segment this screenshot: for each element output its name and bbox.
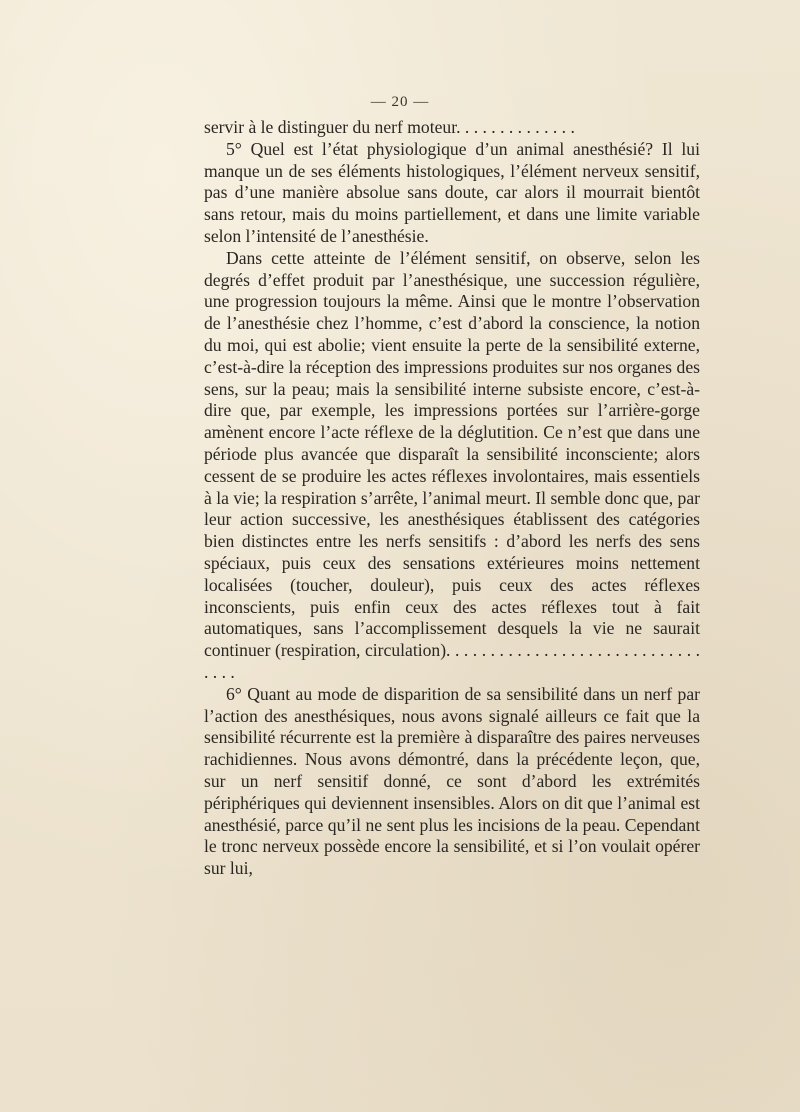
paragraph-sensitive-element: Dans cette atteinte de l’élément sensitif, on observe, selon les degrés d’effet produit par l’anesthésique, une succession régulière, une progression toujours la même. Ainsi que le montre l’observation de l’anesthésie chez l’homme, c’est d’abord la conscience, la notion du moi, qui est abolie; vient ensuite la perte de la sensibilité externe, c’est-à-dire la réception des impressions produites sur nos organes des sens, sur la peau; mais la sensibilité interne subsiste encore, c’est-à-dire que, par exemple, les impressions portées sur l’arrière-gorge amènent encore l’acte réflexe de la déglutition. Ce n’est que dans une période plus avancée que disparaît la sensibilité inconsciente; alors cessent de se produire les actes réflexes involontaires, mais essentiels à la vie; la respiration s’arrête, l’animal meurt. Il semble donc que, par leur action successive, les anesthésiques établissent des catégories bien distinctes entre les nerfs sensitifs : d’abord les nerfs des sens spéciaux, puis ceux des sensations extérieures moins nettement localisées (toucher, douleur), puis ceux des actes réflexes inconscients, puis enfin ceux des actes réflexes tout à fait automatiques, sans l’accomplissement desquels la vie ne saurait continuer (respiration, circulation). . . . . . . . . . . . . . . . . . . . . . . . . . . . . . . . . <box>204 247 700 682</box>
page-number: — 20 — <box>370 94 430 110</box>
body-text <box>204 117 700 880</box>
paragraph-item-6: 6° Quant au mode de disparition de sa sensibilité dans un nerf par l’action des anesthésiques, nous avons signalé ailleurs ce fait que la sensibilité récurrente est la première à disparaître des paires nerveuses rachidiennes. Nous avons démontré, dans la précédente leçon, que, sur un nerf sensitif donné, ce sont d’abord les extrémités périphériques qui deviennent insensibles. Alors on dit que l’animal est anesthésié, parce qu’il ne sent plus les incisions de la peau. Cependant le tronc nerveux possède encore la sensibilité, et si l’on voulait opérer sur lui, <box>204 683 700 879</box>
paragraph-continuation: servir à le distinguer du nerf moteur. . . . . . . . . . . . . . <box>204 117 575 137</box>
paragraph-item-5: 5° Quel est l’état physiologique d’un animal anesthésié? Il lui manque un de ses éléments histologiques, l’élément nerveux sensitif, pas d’une manière absolue sans doute, car alors il mourrait bientôt sans retour, mais du moins partiellement, et dans une limite variable selon l’intensité de l’anesthésie. <box>204 138 700 246</box>
